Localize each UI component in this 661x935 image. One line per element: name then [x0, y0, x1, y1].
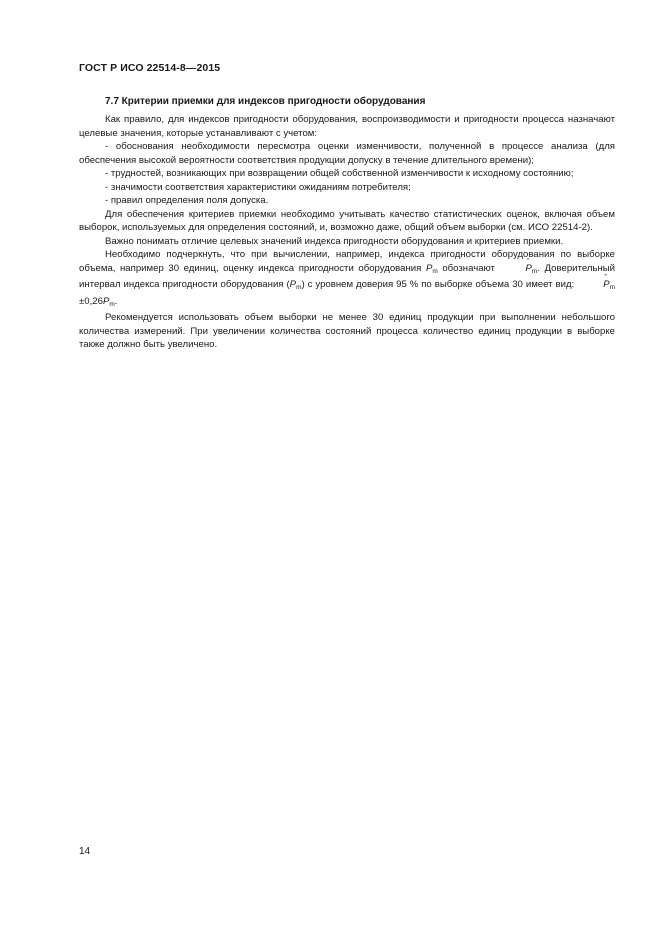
body-text [79, 113, 615, 352]
symbol-pm: $P_m$ [425, 262, 438, 275]
paragraph-quality: Для обеспечения критериев приемки необходимо учитывать качество статистических оценок, включая объем выборок, используемых для определения состояний, и, возможно даже, общий объем выборки (см. ИСО 22514-2). [79, 208, 615, 233]
formula-pm: $P_m$ [102, 295, 115, 308]
list-item: - значимости соответствия характеристики ожиданиям потребителя; [105, 181, 411, 193]
paragraph-estimate: Необходимо подчеркнуть, что при вычислении, например, индекса пригодности оборудования по выборке объема, например 30 единиц, оценку индекса пригодности оборудования $P_m$ обозначают ˆ $P_m$. Доверительный интервал индекса пригодности оборудования $(P_m)$ с уровнем доверия 95 % по выборке объема 30 имеет вид: ˆ $P_m \pm 0,26P_m$. [79, 248, 615, 311]
list-item: - правил определения поля допуска. [105, 195, 269, 206]
symbol-pm-hat: ˆ $P_m$ [500, 262, 538, 279]
formula-pm-hat: ˆ $P_m$ [577, 278, 615, 295]
formula-operator: ±0,26 [79, 295, 103, 307]
section-title: 7.7 Критерии приемки для индексов пригодности оборудования [105, 96, 426, 107]
list-item: - обоснования необходимости пересмотра оценки изменчивости, полученной в процессе анализа (для обеспечения высокой вероятности соответствия продукции допуску в течение длительного времени); [79, 141, 615, 166]
document-header: ГОСТ Р ИСО 22514-8—2015 [79, 62, 221, 74]
paragraph-recommendation: Рекомендуется использовать объем выборки не менее 30 единиц продукции при выполнении небольшого количества измерений. При увеличении количества состояний процесса количество единиц продукции в выборке также должно быть увеличено. [79, 312, 615, 350]
page-number: 14 [79, 846, 91, 857]
paragraph-difference: Важно понимать отличие целевых значений индекса пригодности оборудования и критериев приемки. [105, 235, 564, 247]
list-item: - трудностей, возникающих при возвращении общей собственной изменчивости к исходному состоянию; [105, 168, 574, 179]
symbol-pm: $P_m$ [289, 279, 302, 291]
paragraph-intro: Как правило, для индексов пригодности оборудования, воспроизводимости и пригодности процесса назначают целевые значения, которые устанавливают с учетом: [79, 114, 615, 139]
